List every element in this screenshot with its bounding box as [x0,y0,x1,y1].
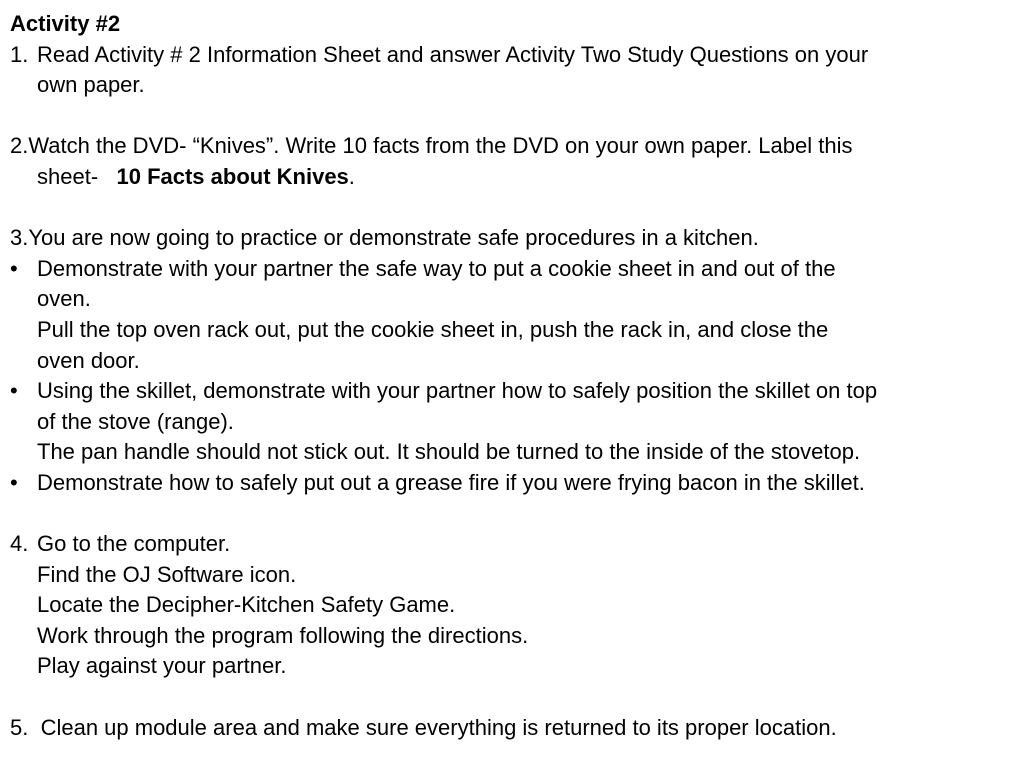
step-2-text-line2 [10,162,1020,193]
spacer [10,193,1020,224]
bullet-1-line2: oven. [37,286,91,312]
bullet-1-line1: Demonstrate with your partner the safe way to put a cookie sheet in and out of the [37,255,836,281]
bullet-icon: • [10,469,18,495]
spacer [10,682,1020,713]
bullet-1-line4: oven door. [37,347,140,373]
bullet-2-line3: The pan handle should not stick out. It should be turned to the inside of the stovetop. [37,439,861,465]
step-3-bullet-3 [10,468,1020,499]
step-4-line5: Play against your partner. [37,653,287,679]
step-4-number: 4. [10,531,29,557]
step-1 [10,40,1020,71]
step-3-text-line1: 3.You are now going to practice or demonstrate safe procedures in a kitchen. [10,225,759,251]
step-2-label-prefix: sheet- [37,163,117,189]
step-1-text-line2: own paper. [37,72,145,98]
activity-title: Activity #2 [10,11,121,36]
activity-content [10,9,1020,743]
bullet-2-line2: of the stove (range). [37,408,234,434]
bullet-1-line3: Pull the top oven rack out, put the cookie sheet in, push the rack in, and close the [37,316,829,342]
step-2-label-bold: 10 Facts about Knives [116,163,349,189]
step-3-bullet-1 [10,254,1020,285]
step-5-text: 5. Clean up module area and make sure everything is returned to its proper location. [10,714,837,740]
bullet-icon: • [10,378,18,404]
step-1-text-line1: Read Activity # 2 Information Sheet and answer Activity Two Study Questions on your [37,41,869,67]
spacer [10,499,1020,530]
spacer [10,101,1020,132]
bullet-icon: • [10,255,18,281]
step-3-bullet-2 [10,376,1020,407]
step-4-line1: Go to the computer. [37,531,231,557]
step-4 [10,529,1020,560]
step-4-line2: Find the OJ Software icon. [37,561,297,587]
step-4-line4: Work through the program following the directions. [37,622,529,648]
step-1-number: 1. [10,41,29,67]
bullet-3-line1: Demonstrate how to safely put out a grease fire if you were frying bacon in the skillet. [37,469,865,495]
step-4-line3: Locate the Decipher-Kitchen Safety Game. [37,592,456,618]
step-2-label-suffix: . [348,163,355,189]
bullet-2-line1: Using the skillet, demonstrate with your partner how to safely position the skillet on top [37,378,878,404]
step-2-text-line1: 2.Watch the DVD- “Knives”. Write 10 facts from the DVD on your own paper. Label this [10,133,853,159]
